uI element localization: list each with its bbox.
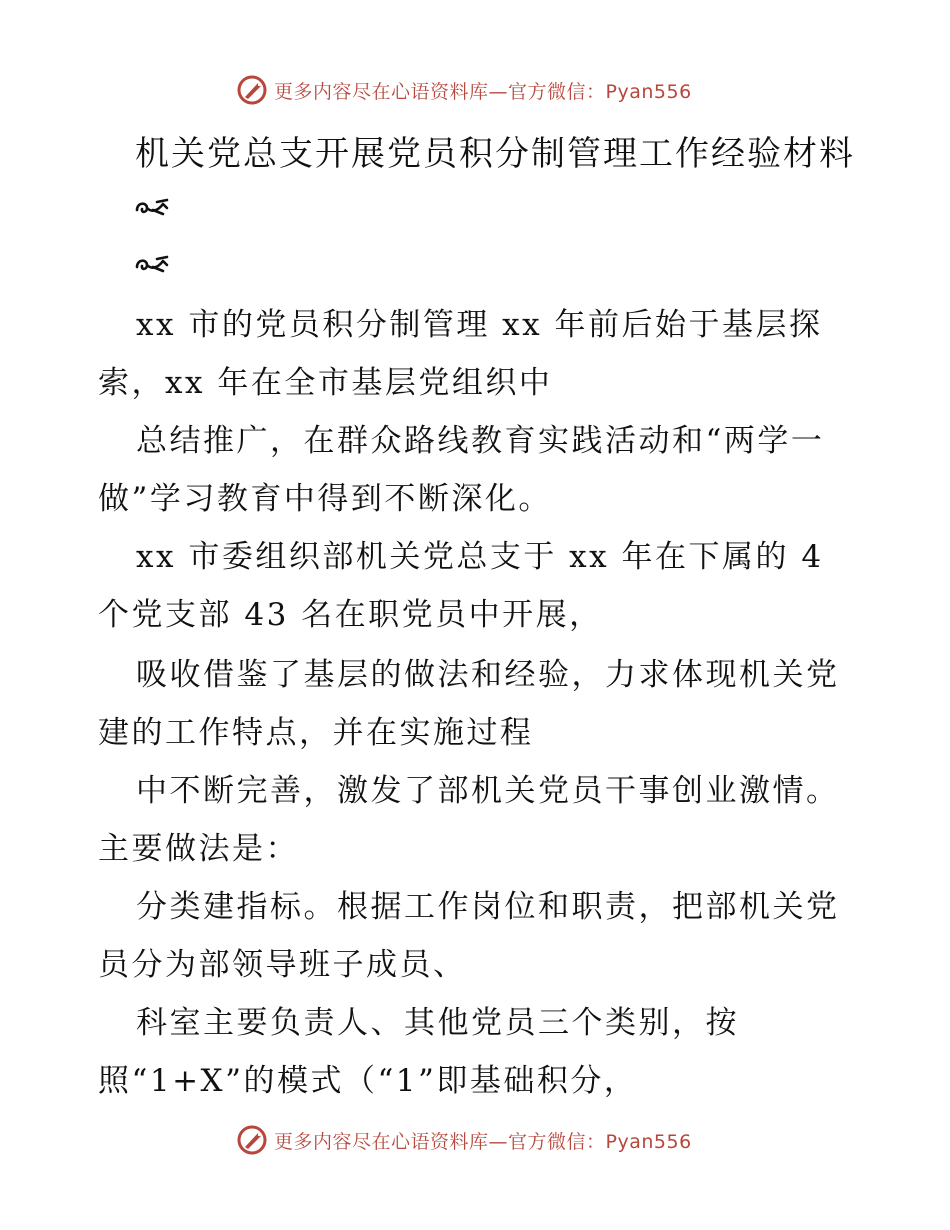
paragraph: [98, 762, 858, 878]
paragraph: [98, 528, 858, 644]
paragraph-line: 分类建指标。根据工作岗位和职责，把部机关党: [136, 889, 840, 925]
paragraph-line: 建的工作特点，并在实施过程: [98, 715, 534, 751]
decorative-flourish-icon: [133, 196, 171, 218]
footer-banner: [236, 1122, 692, 1158]
paragraph-line: 索，xx 年在全市基层党组织中: [98, 365, 553, 401]
paragraph-line: 照“1+X”的模式（“1”即基础积分，: [98, 1063, 638, 1099]
paragraph: [98, 994, 858, 1110]
pen-logo-icon: [236, 1124, 268, 1156]
paragraph-line: 中不断完善，激发了部机关党员干事创业激情。: [136, 773, 840, 809]
paragraph-line: xx 市的党员积分制管理 xx 年前后始于基层探: [136, 307, 823, 343]
paragraph-line: 做”学习教育中得到不断深化。: [98, 481, 552, 517]
pen-logo-icon: [236, 74, 268, 106]
paragraph: [98, 412, 858, 528]
document-title: 机关党总支开展党员积分制管理工作经验材料: [135, 134, 855, 174]
paragraph-line: xx 市委组织部机关党总支于 xx 年在下属的 4: [136, 539, 824, 575]
paragraph: [98, 878, 858, 994]
paragraph: [98, 296, 858, 412]
paragraph: [98, 646, 858, 762]
header-banner: [236, 72, 692, 108]
footer-banner-text: 更多内容尽在心语资料库—官方微信：Pyan556: [274, 1130, 692, 1153]
paragraph-line: 总结推广，在群众路线教育实践活动和“两学一: [136, 423, 825, 459]
paragraph-line: 个党支部 43 名在职党员中开展，: [98, 597, 603, 633]
paragraph-line: 主要做法是：: [98, 831, 299, 867]
paragraph-line: 科室主要负责人、其他党员三个类别，按: [136, 1005, 739, 1041]
header-banner-text: 更多内容尽在心语资料库—官方微信：Pyan556: [274, 80, 692, 103]
paragraph-line: 吸收借鉴了基层的做法和经验，力求体现机关党: [136, 657, 840, 693]
paragraph-line: 员分为部领导班子成员、: [98, 947, 467, 983]
decorative-flourish-icon: [133, 253, 171, 275]
